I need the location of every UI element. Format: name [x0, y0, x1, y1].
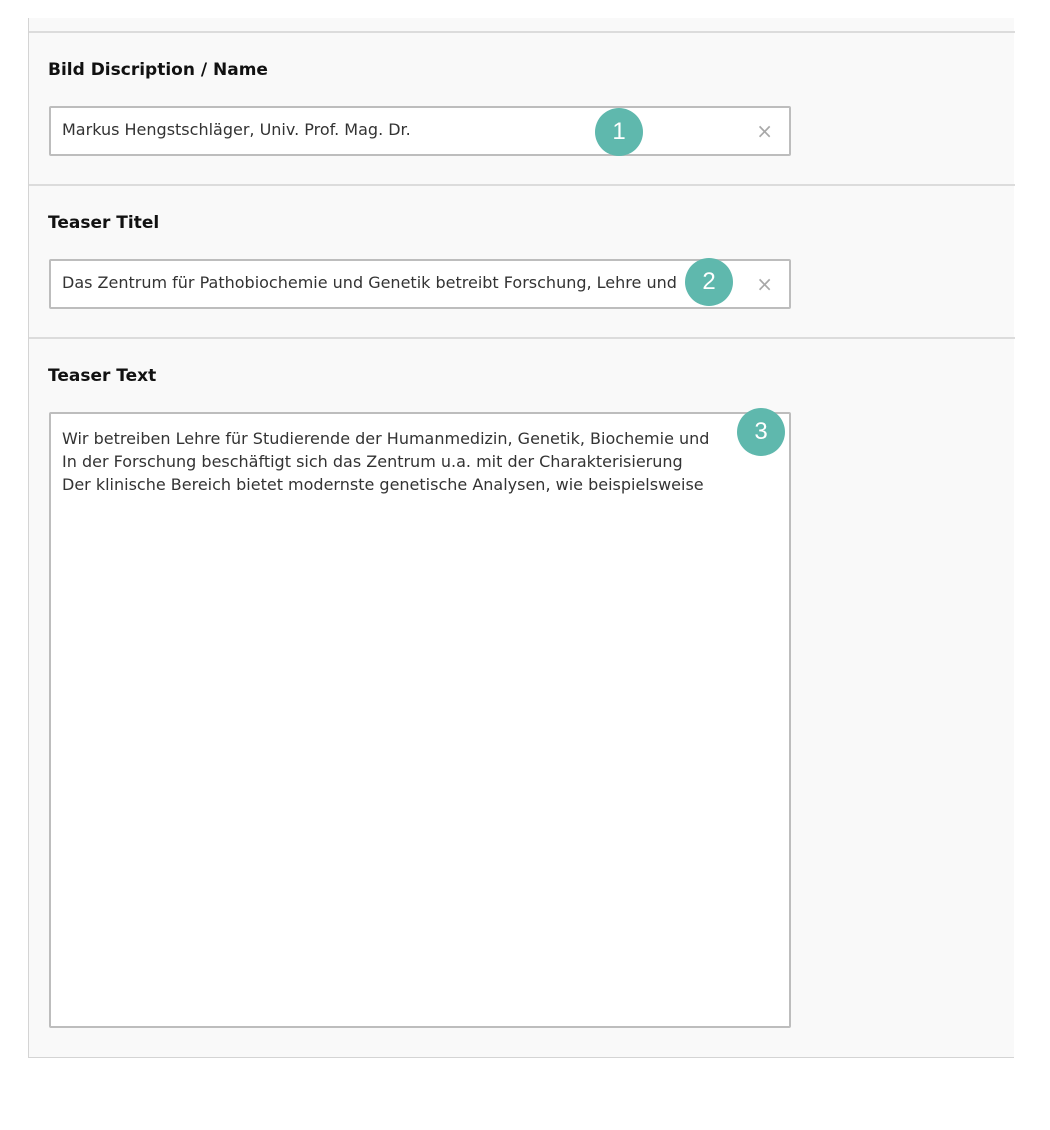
clear-icon[interactable]: × — [756, 272, 773, 296]
form-panel — [28, 18, 1014, 1058]
section-teaser-titel — [29, 184, 1015, 337]
clear-icon[interactable]: × — [756, 119, 773, 143]
teaser-titel-input[interactable] — [49, 259, 791, 309]
annotation-badge-3: 3 — [737, 408, 785, 456]
field-label-teaser-titel: Teaser Titel — [48, 213, 160, 233]
annotation-badge-1: 1 — [595, 108, 643, 156]
teaser-text-line: Der klinische Bereich bietet modernste genetische Analysen, wie beispielsweise — [62, 475, 704, 494]
teaser-text-textarea[interactable] — [49, 412, 791, 1028]
teaser-titel-value[interactable]: Das Zentrum für Pathobiochemie und Genetik betreibt Forschung, Lehre und — [62, 273, 677, 292]
annotation-badge-2: 2 — [685, 258, 733, 306]
teaser-text-line: In der Forschung beschäftigt sich das Zentrum u.a. mit der Charakterisierung — [62, 452, 683, 471]
field-label-bild-description: Bild Discription / Name — [48, 60, 268, 80]
bild-description-value[interactable]: Markus Hengstschläger, Univ. Prof. Mag. Dr. — [62, 120, 411, 139]
bild-description-input[interactable] — [49, 106, 791, 156]
teaser-text-line: Wir betreiben Lehre für Studierende der Humanmedizin, Genetik, Biochemie und — [62, 429, 710, 448]
section-bild-description — [29, 31, 1015, 184]
field-label-teaser-text: Teaser Text — [48, 366, 157, 386]
section-teaser-text — [29, 337, 1015, 1058]
